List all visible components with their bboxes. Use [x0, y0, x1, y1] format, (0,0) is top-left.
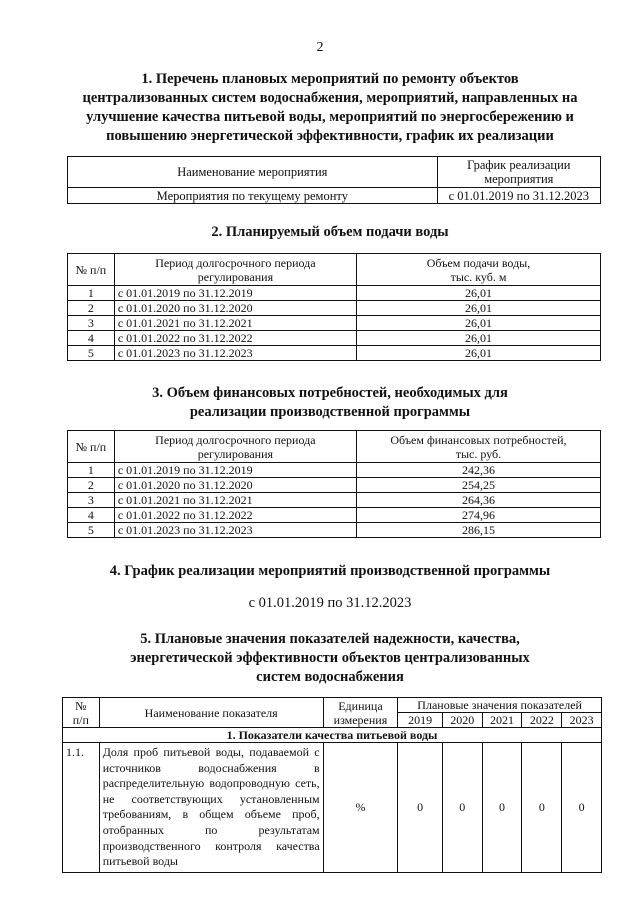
water-value-header-line: тыс. куб. м: [450, 269, 507, 284]
water-row-period: с 01.01.2021 по 31.12.2021: [114, 316, 356, 331]
finance-value-header: [356, 431, 600, 463]
indicators-plan-header: Плановые значения показателей: [398, 698, 602, 713]
finance-row-period: с 01.01.2019 по 31.12.2019: [114, 463, 356, 478]
indicators-num-header-line: №: [75, 698, 87, 713]
indicators-row-value: 0: [562, 743, 602, 873]
water-row-num: 3: [68, 316, 115, 331]
table-row: [68, 316, 601, 331]
activities-period-header: [437, 157, 600, 188]
table-row: [68, 346, 601, 361]
table-row: [68, 301, 601, 316]
water-row-value: 26,01: [357, 331, 601, 346]
finance-row-period: с 01.01.2020 по 31.12.2020: [114, 478, 356, 493]
indicators-unit-header-line: измерения: [333, 712, 388, 727]
indicators-name-header: Наименование показателя: [99, 698, 323, 728]
water-row-value: 26,01: [357, 316, 601, 331]
section1-title-line: централизованных систем водоснабжения, мероприятий, направленных на: [82, 90, 578, 106]
indicators-row-value: 0: [442, 743, 482, 873]
water-row-num: 5: [68, 346, 115, 361]
water-supply-table: [67, 253, 601, 361]
finance-row-value: 242,36: [356, 463, 600, 478]
section4-title: 4. График реализации мероприятий производственной программы: [109, 563, 551, 579]
finance-period-header-line: Период долгосрочного периода: [155, 432, 316, 447]
section1-title: [40, 70, 620, 146]
indicators-num-header: [63, 698, 100, 728]
table-row: [68, 523, 601, 538]
indicators-row-value: 0: [482, 743, 522, 873]
indicators-row-unit: %: [323, 743, 398, 873]
finance-row-period: с 01.01.2023 по 31.12.2023: [114, 523, 356, 538]
indicators-num-header-line: п/п: [72, 712, 89, 727]
water-row-num: 4: [68, 331, 115, 346]
finance-row-num: 1: [68, 463, 115, 478]
indicators-subsection: 1. Показатели качества питьевой воды: [63, 728, 602, 743]
finance-row-num: 4: [68, 508, 115, 523]
finance-row-value: 286,15: [356, 523, 600, 538]
water-row-period: с 01.01.2023 по 31.12.2023: [114, 346, 356, 361]
finance-row-value: 274,96: [356, 508, 600, 523]
finance-row-num: 5: [68, 523, 115, 538]
table-row: [68, 508, 601, 523]
water-row-period: с 01.01.2020 по 31.12.2020: [114, 301, 356, 316]
activities-row-period: с 01.01.2019 по 31.12.2023: [437, 188, 600, 204]
indicators-table: [62, 697, 602, 873]
table-row: [68, 463, 601, 478]
indicators-unit-header-line: Единица: [338, 698, 383, 713]
section4-period: с 01.01.2019 по 31.12.2023: [248, 595, 412, 611]
water-row-value: 26,01: [357, 286, 601, 301]
section5-title-line: 5. Плановые значения показателей надежности, качества,: [140, 631, 520, 647]
year-header: 2021: [482, 713, 522, 728]
indicators-row-value: 0: [398, 743, 443, 873]
indicators-unit-header: [323, 698, 398, 728]
year-header: 2023: [562, 713, 602, 728]
year-header: 2020: [442, 713, 482, 728]
activities-name-header: Наименование мероприятия: [68, 157, 438, 188]
year-header: 2022: [522, 713, 562, 728]
activities-period-header-line: График реализации: [467, 158, 571, 172]
activities-row-name: Мероприятия по текущему ремонту: [68, 188, 438, 204]
section1-title-line: улучшение качества питьевой воды, мероприятий по энергосбережению и: [86, 109, 574, 125]
finance-row-num: 2: [68, 478, 115, 493]
section5-title: [40, 630, 620, 687]
table-row: [68, 331, 601, 346]
finance-period-header: [114, 431, 356, 463]
activities-table: [67, 156, 601, 204]
finance-value-header-line: тыс. руб.: [455, 446, 502, 461]
finance-row-period: с 01.01.2021 по 31.12.2021: [114, 493, 356, 508]
section1-title-line: 1. Перечень плановых мероприятий по ремонту объектов: [141, 71, 519, 87]
water-row-value: 26,01: [357, 346, 601, 361]
water-row-value: 26,01: [357, 301, 601, 316]
section3-title: [40, 384, 620, 422]
finance-value-header-line: Объем финансовых потребностей,: [390, 432, 567, 447]
section3-title-line: реализации производственной программы: [189, 404, 471, 420]
activities-period-header-line: мероприятия: [484, 172, 554, 186]
finance-table: [67, 430, 601, 538]
section2-title: 2. Планируемый объем подачи воды: [211, 224, 449, 240]
section5-title-line: систем водоснабжения: [256, 669, 404, 685]
section3-title-line: 3. Объем финансовых потребностей, необходимых для: [152, 385, 508, 401]
water-value-header: [357, 254, 601, 286]
finance-row-value: 264,36: [356, 493, 600, 508]
finance-row-period: с 01.01.2022 по 31.12.2022: [114, 508, 356, 523]
table-row: [68, 286, 601, 301]
water-row-period: с 01.01.2019 по 31.12.2019: [114, 286, 356, 301]
finance-period-header-line: регулирования: [197, 446, 274, 461]
section5-title-line: энергетической эффективности объектов централизованных: [130, 650, 530, 666]
year-header: 2019: [398, 713, 443, 728]
water-period-header-line: Период долгосрочного периода: [155, 255, 316, 270]
water-row-period: с 01.01.2022 по 31.12.2022: [114, 331, 356, 346]
indicators-row-name: Доля проб питьевой воды, подаваемой с источников водоснабжения в распределительную водопроводную сеть, не соответствующих установленным требованиям, в общем объеме проб, отобранных по результатам производственного контроля качества питьевой воды: [99, 743, 323, 873]
finance-row-num: 3: [68, 493, 115, 508]
water-num-header: № п/п: [68, 254, 115, 286]
table-row: [68, 493, 601, 508]
finance-num-header: № п/п: [68, 431, 115, 463]
water-row-num: 2: [68, 301, 115, 316]
section1-title-line: повышению энергетической эффективности, график их реализации: [106, 128, 554, 144]
water-period-header: [114, 254, 356, 286]
finance-row-value: 254,25: [356, 478, 600, 493]
indicators-row-value: 0: [522, 743, 562, 873]
water-value-header-line: Объем подачи воды,: [426, 255, 531, 270]
water-row-num: 1: [68, 286, 115, 301]
water-period-header-line: регулирования: [197, 269, 274, 284]
table-row: [63, 743, 602, 873]
page-number: 2: [316, 40, 324, 55]
table-row: [68, 478, 601, 493]
indicators-row-num: 1.1.: [63, 743, 100, 873]
